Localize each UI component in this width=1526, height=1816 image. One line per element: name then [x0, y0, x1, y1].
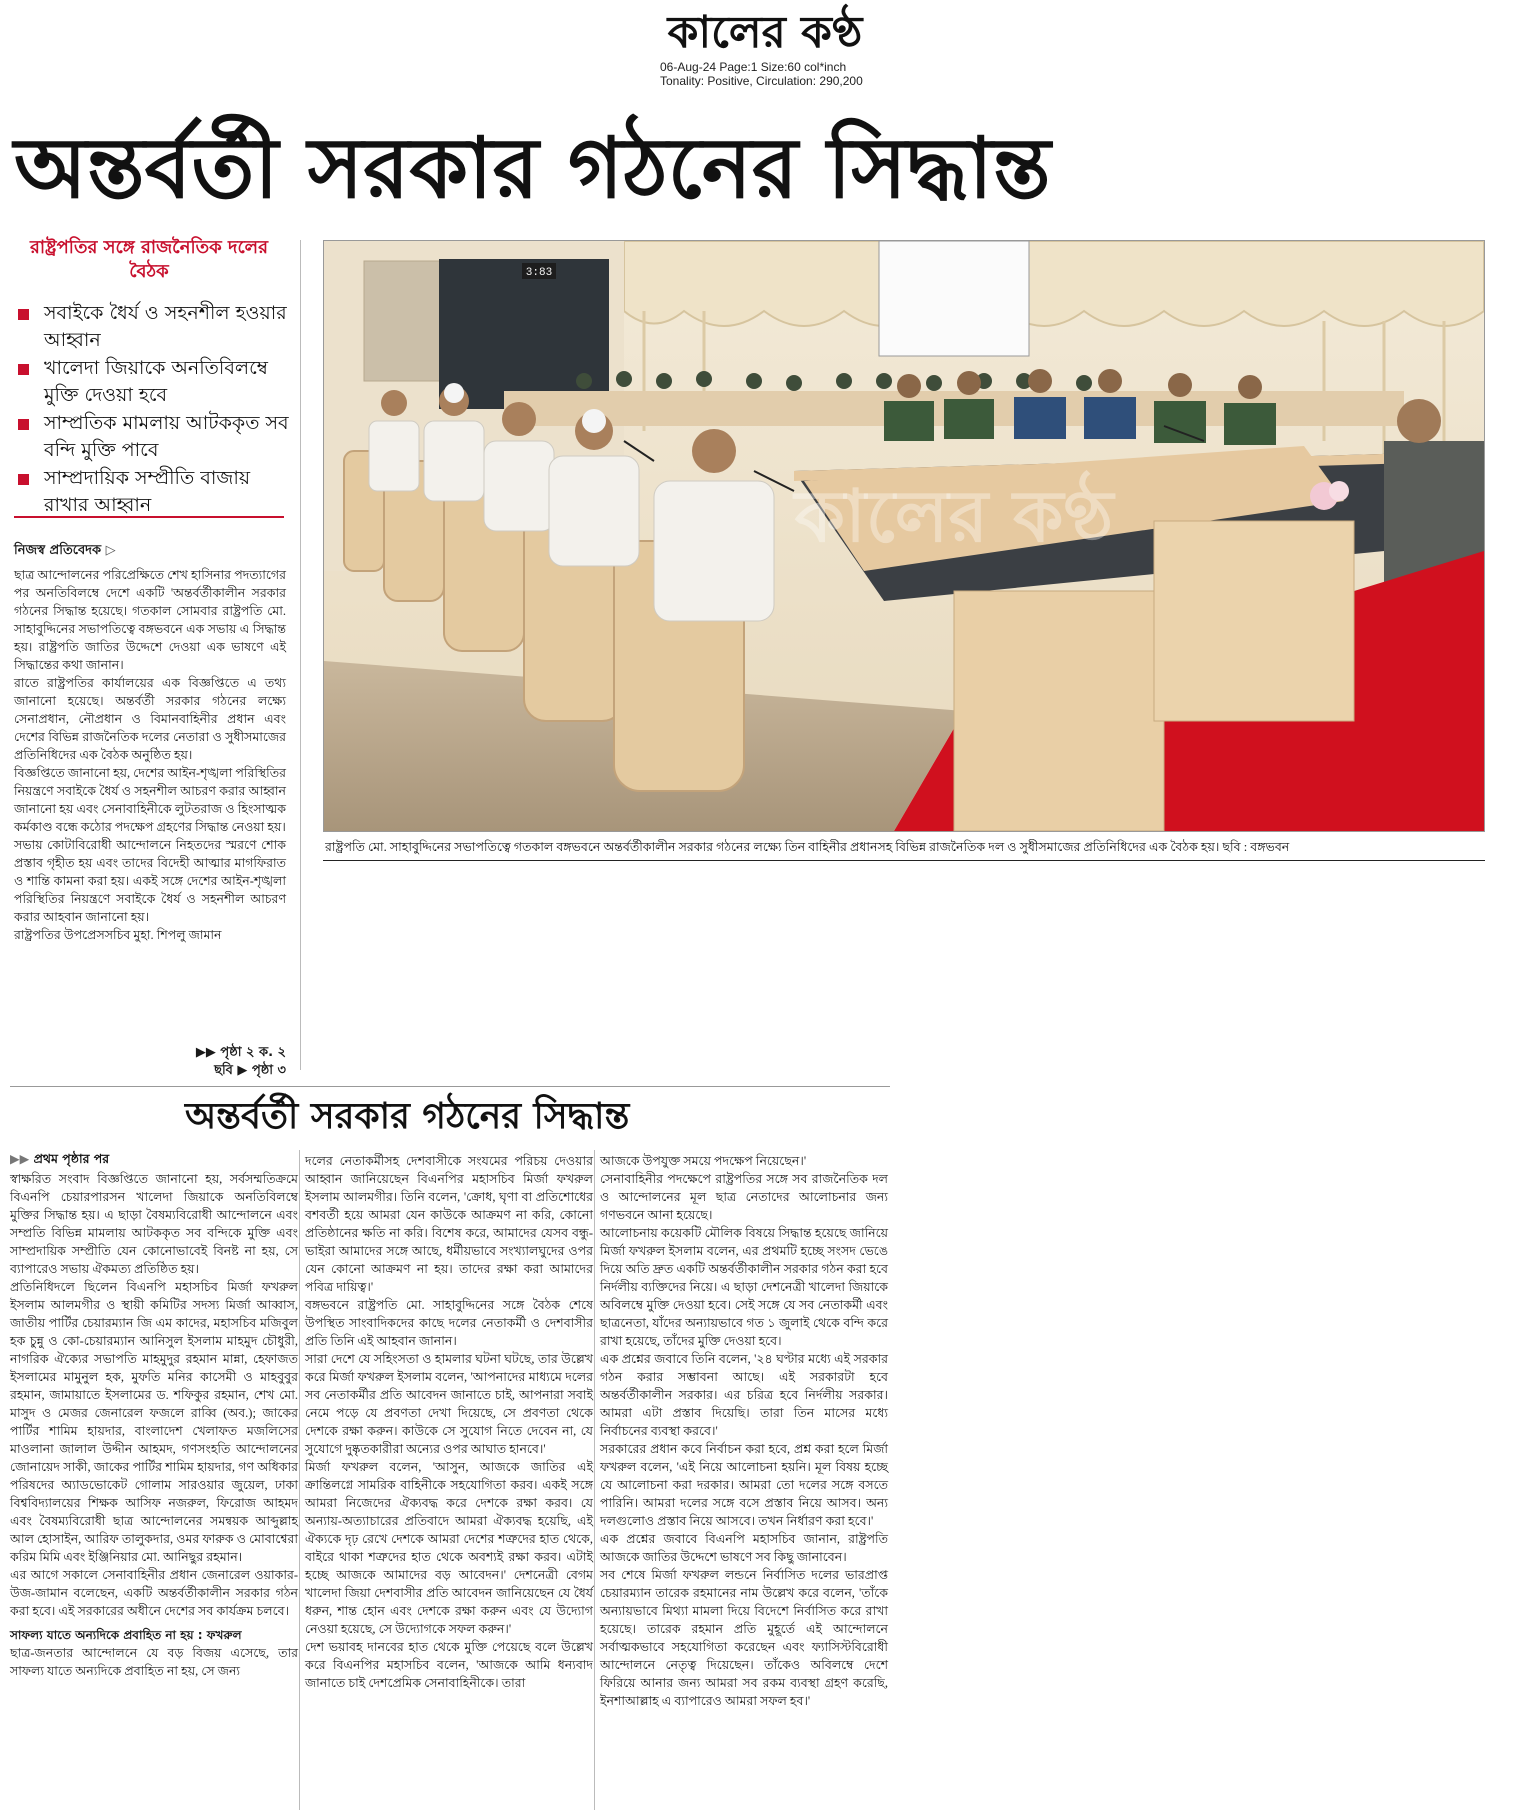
article-paragraph: রাতে রাষ্ট্রপতির কার্যালয়ের এক বিজ্ঞপ্তিতে এ তথ্য জানানো হয়েছে। অন্তর্বর্তী সরকার গঠনের লক্ষ্যে সেনাপ্রধান, নৌপ্রধান ও বিমানবাহিনীর প্রধান এবং দেশের বিভিন্ন রাজনৈতিক দলের নেতারা ও সুধীসমাজের প্রতিনিধিদের এক বৈঠক অনুষ্ঠিত হয়।	[14, 676, 286, 762]
article-paragraph: মির্জা ফখরুল বলেন, 'আসুন, আজকে জাতির এই ক্রান্তিলগ্নে সামরিক বাহিনীকে সহযোগিতা করব। একই সঙ্গে আমরা নিজেদের ঐক্যবদ্ধ করে দেশকে রক্ষা করব। যে অন্যায়-অত্যাচারের প্রতিবাদে আমরা ঐক্যবদ্ধ হয়েছি, এই ঐক্যকে দৃঢ় রেখে দেশকে আমরা দেশের শত্রুদের হাত থেকে, বাইরে থাকা শত্রুদের হাত থেকে অবশ্যই রক্ষা করব। এটাই হচ্ছে আজকে আমাদের বড় আবেদন।' দেশনেত্রী বেগম খালেদা জিয়া দেশবাসীর প্রতি আবেদন জানিয়েছেন যে ধৈর্য ধরুন, শান্ত হোন এবং দেশকে রক্ষা করুন এবং যে উদ্যোগ নেওয়া হয়েছে, সে উদ্যোগকে সফল করুন।'	[305, 1460, 593, 1636]
main-headline: অন্তর্বর্তী সরকার গঠনের সিদ্ধান্ত	[14, 118, 1051, 217]
highlight-item: সবাইকে ধৈর্য ও সহনশীল হওয়ার আহ্বান	[14, 300, 289, 354]
caption-rule	[323, 860, 1485, 861]
highlight-item: সাম্প্রদায়িক সম্প্রীতি বাজায় রাখার আহ্বান	[14, 465, 289, 519]
article-paragraph: দলের নেতাকর্মীসহ দেশবাসীকে সংযমের পরিচয় দেওয়ার আহ্বান জানিয়েছেন বিএনপির মহাসচিব মির্জা ফখরুল ইসলাম আলমগীর। তিনি বলেন, 'ক্রোধ, ঘৃণা বা প্রতিশোধের বশবর্তী হয়ে আমরা যেন কাউকে আক্রমণ না করি, কোনো প্রতিষ্ঠানের ক্ষতি না করি। বিশেষ করে, আমাদের যেসব বন্ধু-ভাইরা আমাদের সঙ্গে আছে, ধর্মীয়ভাবে সংখ্যালঘুদের ওপর যেন কোনো আক্রমণ না হয়। তাদের রক্ষা করা আমাদের পবিত্র দায়িত্ব।'	[305, 1154, 593, 1294]
column-divider	[300, 240, 301, 1070]
sidebar-article-body	[14, 566, 286, 944]
jump-photo-page-3[interactable]: ছবি ▶ পৃষ্ঠা ৩	[214, 1063, 286, 1078]
article-paragraph: সারা দেশে যে সহিংসতা ও হামলার ঘটনা ঘটছে, তার উল্লেখ করে মির্জা ফখরুল ইসলাম বলেন, 'আপনাদের মাধ্যমে দলের সব নেতাকর্মীর প্রতি আবেদন জানাতে চাই, আপনারা সবাই নেমে পড়ে যে প্রবণতা দেখা দিয়েছে, সে প্রবণতা থেকে দেশকে রক্ষা করুন। কাউকে সে সুযোগ নিতে দেবেন না, যে সুযোগে দুষ্কৃতকারীরা অন্যের ওপর আঘাত হানবে।'	[305, 1352, 593, 1456]
article-paragraph: স্বাক্ষরিত সংবাদ বিজ্ঞপ্তিতে জানানো হয়, সর্বসম্মতিক্রমে বিএনপি চেয়ারপারসন খালেদা জিয়াকে অনতিবিলম্বে মুক্তির সিদ্ধান্ত হয়। এ ছাড়া বৈষম্যবিরোধী আন্দোলনে এবং সম্প্রতি বিভিন্ন মামলায় আটককৃত সব বন্দিকে মুক্তি এবং সাম্প্রদায়িক সম্প্রীতি যেন কোনোভাবেই বিনষ্ট না হয়, সে ব্যাপারেও সভায় ঐকমত্য প্রতিষ্ঠিত হয়।	[10, 1172, 298, 1276]
bullet-square-icon	[18, 364, 29, 375]
byline: নিজস্ব প্রতিবেদক ▷	[14, 543, 116, 558]
article-paragraph: রাষ্ট্রপতির উপপ্রেসসচিব মুহা. শিপলু জামান	[14, 928, 222, 942]
photo-caption: রাষ্ট্রপতি মো. সাহাবুদ্দিনের সভাপতিত্বে গতকাল বঙ্গভবনে অন্তর্বর্তীকালীন সরকার গঠনের লক্ষ্যে তিন বাহিনীর প্রধানসহ বিভিন্ন রাজনৈতিক দল ও সুধীসমাজের প্রতিনিধিদের এক বৈঠক হয়। ছবি : বঙ্গভবন	[325, 840, 1290, 854]
clipping-meta-line2: Tonality: Positive, Circulation: 290,200	[660, 74, 863, 88]
article-paragraph: ছাত্র-জনতার আন্দোলনে যে বড় বিজয় এসেছে, তার সাফল্য যাতে অন্যদিকে প্রবাহিত না হয়, সে জন্য	[10, 1646, 298, 1678]
highlight-item: সাম্প্রতিক মামলায় আটককৃত সব বন্দি মুক্তি পাবে	[14, 410, 289, 464]
continuation-column-3	[600, 1152, 888, 1710]
article-paragraph: এক প্রশ্নের জবাবে তিনি বলেন, '২৪ ঘণ্টার মধ্যে এই সরকার গঠন করার সম্ভাবনা আছে। এই সরকারটা হবে অন্তর্বর্তীকালীন সরকার। এর চরিত্র হবে নির্দলীয় সরকার। আমরা এটা প্রস্তাব দিয়েছি। তারা তিন মাসের মধ্যে নির্বাচনের ব্যবস্থা করবে।'	[600, 1352, 888, 1438]
article-paragraph: বঙ্গভবনে রাষ্ট্রপতি মো. সাহাবুদ্দিনের সঙ্গে বৈঠক শেষে উপস্থিত সাংবাদিকদের কাছে দলের নেতাকর্মী ও দেশবাসীর প্রতি তিনি এই আহবান জানান।	[305, 1298, 593, 1348]
clipping-meta-line1: 06-Aug-24 Page:1 Size:60 col*inch	[660, 60, 847, 74]
wall-clock: 3:83	[525, 267, 553, 279]
article-paragraph: এক প্রশ্নের জবাবে বিএনপি মহাসচিব জানান, রাষ্ট্রপতি আজকে জাতির উদ্দেশে ভাষণে সব কিছু জানাবেন।	[600, 1532, 888, 1564]
highlight-item: খালেদা জিয়াকে অনতিবিলম্বে মুক্তি দেওয়া হবে	[14, 355, 289, 409]
article-paragraph: সরকারের প্রধান কবে নির্বাচন করা হবে, প্রশ্ন করা হলে মির্জা ফখরুল বলেন, 'এই নিয়ে আলোচনা হয়নি। মূল বিষয় হচ্ছে যে আলোচনা করা দরকার। আমরা তো দলের সঙ্গে বসতে পারিনি। আমরা দলের সঙ্গে বসে প্রস্তাব নিয়ে আসব। অন্য দলগুলোও প্রস্তাব নিয়ে আসবে। তখন নির্ধারণ করা হবে।'	[600, 1442, 888, 1528]
bullet-square-icon	[18, 474, 29, 485]
meeting-photo	[323, 240, 1485, 832]
bullet-square-icon	[18, 309, 29, 320]
article-paragraph: এর আগে সকালে সেনাবাহিনীর প্রধান জেনারেল ওয়াকার-উজ-জামান বলেছেন, একটি অন্তর্বর্তীকালীন সরকার গঠন করা হবে। এই সরকারের অধীনে দেশের সব কার্যক্রম চলবে।	[10, 1568, 298, 1618]
column-divider	[299, 1150, 300, 1810]
article-paragraph: প্রতিনিধিদলে ছিলেন বিএনপি মহাসচিব মির্জা ফখরুল ইসলাম আলমগীর ও স্থায়ী কমিটির সদস্য মির্জা আব্বাস, জাতীয় পার্টির চেয়ারম্যান জি এম কাদের, মহাসচিব মজিবুল হক চুন্নু ও কো-চেয়ারম্যান আনিসুল ইসলাম মাহমুদ চৌধুরী, নাগরিক ঐক্যের সভাপতি মাহমুদুর রহমান মান্না, হেফাজত ইসলামের মামুনুল হক, মুফতি মনির কাসেমী ও মাহবুবুর রহমান, জামায়াতে ইসলামের ড. শফিকুর রহমান, শেখ মো. মাসুদ ও মেজর জেনারেল ফজলে রাব্বি (অব.); জাকের পার্টির শামিম হায়দার, বাংলাদেশ খেলাফত মজলিসের মাওলানা জালাল উদ্দীন আহমদ, গণসংহতি আন্দোলনের জোনায়েদ সাকী, জাকের পার্টির শামিম হায়দার, গণ অধিকার পরিষদের অ্যাডভোকেট গোলাম সারওয়ার জুয়েল, ঢাকা বিশ্ববিদ্যালয়ের শিক্ষক আসিফ নজরুল, ফিরোজ আহমদ এবং বৈষম্যবিরোধী ছাত্র আন্দোলনের সমন্বয়ক আব্দুল্লাহ আল হোসাইন, আরিফ তালুকদার, ওমর ফারুক ও মোবাশ্বেরা করিম মিমি এবং ইঞ্জিনিয়ার মো. আনিছুর রহমান।	[10, 1280, 298, 1564]
article-paragraph: দেশ ভয়াবহ দানবের হাত থেকে মুক্তি পেয়েছে বলে উল্লেখ করে বিএনপির মহাসচিব বলেন, 'আজকে আমি ধন্যবাদ জানাতে চাই দেশপ্রেমিক সেনাবাহিনীকে। তারা	[305, 1640, 593, 1690]
jump-page-2[interactable]: ▶▶ পৃষ্ঠা ২ ক. ২	[195, 1045, 286, 1060]
double-arrow-icon: ▶▶	[10, 1151, 30, 1166]
masthead-logo: কালের কণ্ঠ	[667, 7, 863, 58]
continuation-column-2	[305, 1152, 593, 1692]
article-paragraph: ছাত্র আন্দোলনের পরিপ্রেক্ষিতে শেখ হাসিনার পদত্যাগের পর অনতিবিলম্বে দেশে একটি 'অন্তর্বর্তীকালীন সরকার গঠনের সিদ্ধান্ত হয়েছে। গতকাল সোমবার রাষ্ট্রপতি মো. সাহাবুদ্দিনের সভাপতিত্বে বঙ্গভবনে এক সভায় এ সিদ্ধান্ত হয়। রাষ্ট্রপতি জাতির উদ্দেশে দেওয়া এক ভাষণে এই সিদ্ধান্তের কথা জানান।	[14, 568, 286, 672]
article-subhead: সাফল্য যাতে অন্যদিকে প্রবাহিত না হয় : ফখরুল	[10, 1628, 242, 1642]
continued-from-label: ▶▶ প্রথম পৃষ্ঠার পর	[10, 1151, 110, 1166]
sidebar-divider	[14, 516, 284, 518]
section-rule	[10, 1086, 890, 1087]
article-paragraph: সেনাবাহিনীর পদক্ষেপে রাষ্ট্রপতির সঙ্গে সব রাজনৈতিক দল ও আন্দোলনের মূল ছাত্র নেতাদের আলোচনার জন্য গণভবনে আনা হয়েছে।	[600, 1172, 888, 1222]
article-paragraph: আলোচনায় কয়েকটি মৌলিক বিষয়ে সিদ্ধান্ত হয়েছে জানিয়ে মির্জা ফখরুল ইসলাম বলেন, এর প্রথমটি হচ্ছে সংসদ ভেঙে দিয়ে অতি দ্রুত একটি অন্তর্বর্তীকালীন সরকার গঠন করা হবে নির্দলীয় ব্যক্তিদের নিয়ে। এ ছাড়া দেশনেত্রী খালেদা জিয়াকে অবিলম্বে মুক্তি দেওয়া হবে। সেই সঙ্গে যে সব নেতাকর্মী এবং ছাত্রনেতা, যাঁদের অন্যায়ভাবে গত ১ জুলাই থেকে বন্দি করে রাখা হয়েছে, তাঁদের মুক্তি দেওয়া হবে।	[600, 1226, 888, 1348]
article-paragraph: আজকে উপযুক্ত সময়ে পদক্ষেপ নিয়েছেন।'	[600, 1154, 807, 1168]
continuation-column-1	[10, 1170, 298, 1680]
column-divider	[594, 1150, 595, 1810]
article-paragraph: বিজ্ঞপ্তিতে জানানো হয়, দেশের আইন-শৃঙ্খলা পরিস্থিতির নিয়ন্ত্রণে সবাইকে ধৈর্য ও সহনশীল আচরণ করার আহ্বান জানানো হয় এবং সেনাবাহিনীকে লুটতরাজ ও হিংসাত্মক কর্মকাণ্ড বন্ধে কঠোর পদক্ষেপ গ্রহণের সিদ্ধান্ত নেওয়া হয়।	[14, 766, 286, 834]
highlight-list	[14, 300, 289, 520]
meeting-photo-illustration	[324, 241, 1484, 831]
article-paragraph: সভায় কোটাবিরোধী আন্দোলনে নিহতদের স্মরণে শোক প্রস্তাব গৃহীত হয় এবং তাদের বিদেহী আত্মার মাগফিরাত ও শান্তি কামনা করা হয়। একই সঙ্গে দেশের আইন-শৃঙ্খলা পরিস্থিতির নিয়ন্ত্রণে সবাইকে ধৈর্য ও সহনশীল আচরণ করার আহবান জানানো হয়।	[14, 838, 286, 924]
sidebar-kicker: রাষ্ট্রপতির সঙ্গে রাজনৈতিক দলের বৈঠক	[29, 237, 268, 282]
continuation-headline: অন্তর্বর্তী সরকার গঠনের সিদ্ধান্ত	[185, 1095, 630, 1137]
byline-arrow-icon: ▷	[105, 543, 116, 558]
article-paragraph: সব শেষে মির্জা ফখরুল লন্ডনে নির্বাসিত দলের ভারপ্রাপ্ত চেয়ারম্যান তারেক রহমানের নাম উল্লেখ করে বলেন, 'তাঁকে অন্যায়ভাবে মিথ্যা মামলা দিয়ে বিদেশে নির্বাসিত করে রাখা হয়েছে। তারেক রহমান প্রতি মুহূর্তে এই আন্দোলনে সর্বাত্মকভাবে সহযোগিতা করেছেন এবং ফ্যাসিস্টবিরোধী আন্দোলনে নেতৃত্ব দিয়েছেন। তাঁকেও অবিলম্বে দেশে ফিরিয়ে আনার জন্য আমরা সব রকম ব্যবস্থা গ্রহণ করেছি, ইনশাআল্লাহ এ ব্যাপারেও আমরা সফল হব।'	[600, 1568, 888, 1708]
bullet-square-icon	[18, 419, 29, 430]
photo-watermark: কালের কণ্ঠ	[794, 473, 1114, 558]
